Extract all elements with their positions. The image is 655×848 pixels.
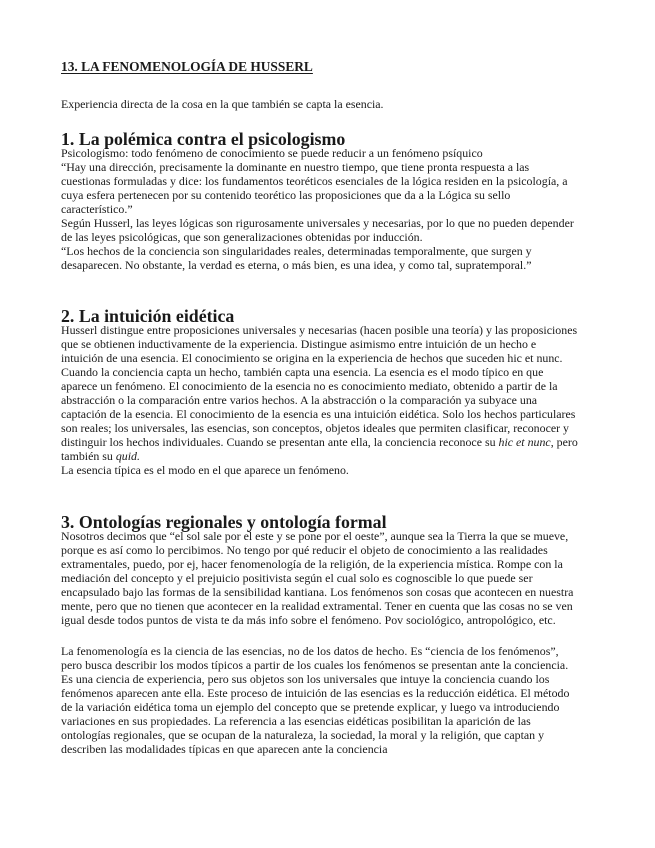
paragraph: La fenomenología es la ciencia de las esencias, no de los datos de hecho. Es “ciencia de los fenómenos”, pero busca describir los modos típicos a partir de los cuales los fenómenos se presentan ante la conciencia. Es una ciencia de experiencia, pero sus objetos son los universales que intuye la conciencia cuando los fenómenos aparecen ante ella. Este proceso de intuición de las esencias es la reducción eidética. El método de la variación eidética toma un ejemplo del concepto que se pretende explicar, y luego va introduciendo variaciones en sus propiedades. La referencia a las esencias eidéticas posibilitan la aparición de las ontologías regionales, que se ocupan de la naturaleza, la sociedad, la moral y la religión, que captan y describen las modalidades típicas en que aparecen ante la conciencia [61, 644, 570, 756]
quote-paragraph: “Hay una dirección, precisamente la dominante en nuestro tiempo, que tiene pronta respuesta a las cuestionas formuladas y dice: los fundamentos teoréticos esenciales de la lógica residen en la psicología, a cuya esfera pertenecen por su contenido teorético las proposiciones que da a la Lógica su sello característico.” [61, 160, 568, 216]
paragraph: La esencia típica es el modo en el que aparece un fenómeno. [61, 463, 349, 477]
intro-paragraph: Experiencia directa de la cosa en la que también se capta la esencia. [61, 97, 384, 111]
paragraph-text: , pero también su [61, 435, 578, 463]
italic-term: hic et nunc [498, 435, 551, 449]
section-intuicion-eidetica [61, 306, 581, 477]
paragraph [61, 323, 581, 463]
paragraph: Según Husserl, las leyes lógicas son rigurosamente universales y necesarias, por lo que no pueden depender de las leyes psicológicas, que son generalizaciones obtenidas por inducción. [61, 216, 574, 244]
section-heading: 3. Ontologías regionales y ontología formal [61, 512, 387, 532]
paragraph: Nosotros decimos que “el sol sale por el este y se pone por el oeste”, aunque sea la Tierra la que se mueve, porque es así como lo percibimos. No tengo por qué reducir el objeto de conocimiento a las realidades extramentales, puedo, por ej, hacer fenomenología de la religión, de la experiencia mística. Rompe con la mediación del concepto y el prejuicio positivista según el cual solo es cognoscible lo que puede ser encapsulado bajo las formas de la sensibilidad kantiana. Los fenómenos son cosas que acontecen en nuestra mente, pero que no tienen que acontecer en la realidad extramental. Tener en cuenta que las cosas no se ven igual desde todos puntos de vista te da más info sobre el fenómeno. Pov sociológico, antropológico, etc. [61, 529, 574, 627]
section-heading: 2. La intuición eidética [61, 306, 235, 326]
section-psicologismo [61, 129, 581, 272]
document-body [61, 59, 581, 756]
italic-term: quid. [115, 449, 140, 463]
document-title: 13. LA FENOMENOLOGÍA DE HUSSERL [61, 59, 313, 74]
paragraph-text: Husserl distingue entre proposiciones universales y necesarias (hacen posible una teoría) y las proposiciones que se obtienen inductivamente de la experiencia. Distingue asimismo entre intuición de un hecho e intuición de una esencia. El conocimiento se origina en la experiencia de hechos que suceden hic et nunc. Cuando la conciencia capta un hecho, también capta una esencia. La esencia es el modo típico en que aparece un fenómeno. El conocimiento de la esencia no es conocimiento mediato, obtenido a partir de la abstracción o la comparación entre varios hechos. A la abstracción o la comparación ya subyace una captación de la esencia. El conocimiento de la esencia es una intuición eidética. Solo los hechos particulares son reales; los universales, las esencias, son conceptos, objetos ideales que permiten clasificar, reconocer y distinguir los hechos individuales. Cuando se presentan ante ella, la conciencia reconoce su [61, 323, 578, 449]
quote-paragraph: “Los hechos de la conciencia son singularidades reales, determinadas temporalmente, que surgen y desaparecen. No obstante, la verdad es eterna, o más bien, es una idea, y como tal, supratemporal.” [61, 244, 532, 272]
section-ontologias [61, 512, 581, 756]
section-heading: 1. La polémica contra el psicologismo [61, 129, 346, 149]
paragraph: Psicologismo: todo fenómeno de conocimiento se puede reducir a un fenómeno psíquico [61, 146, 483, 160]
